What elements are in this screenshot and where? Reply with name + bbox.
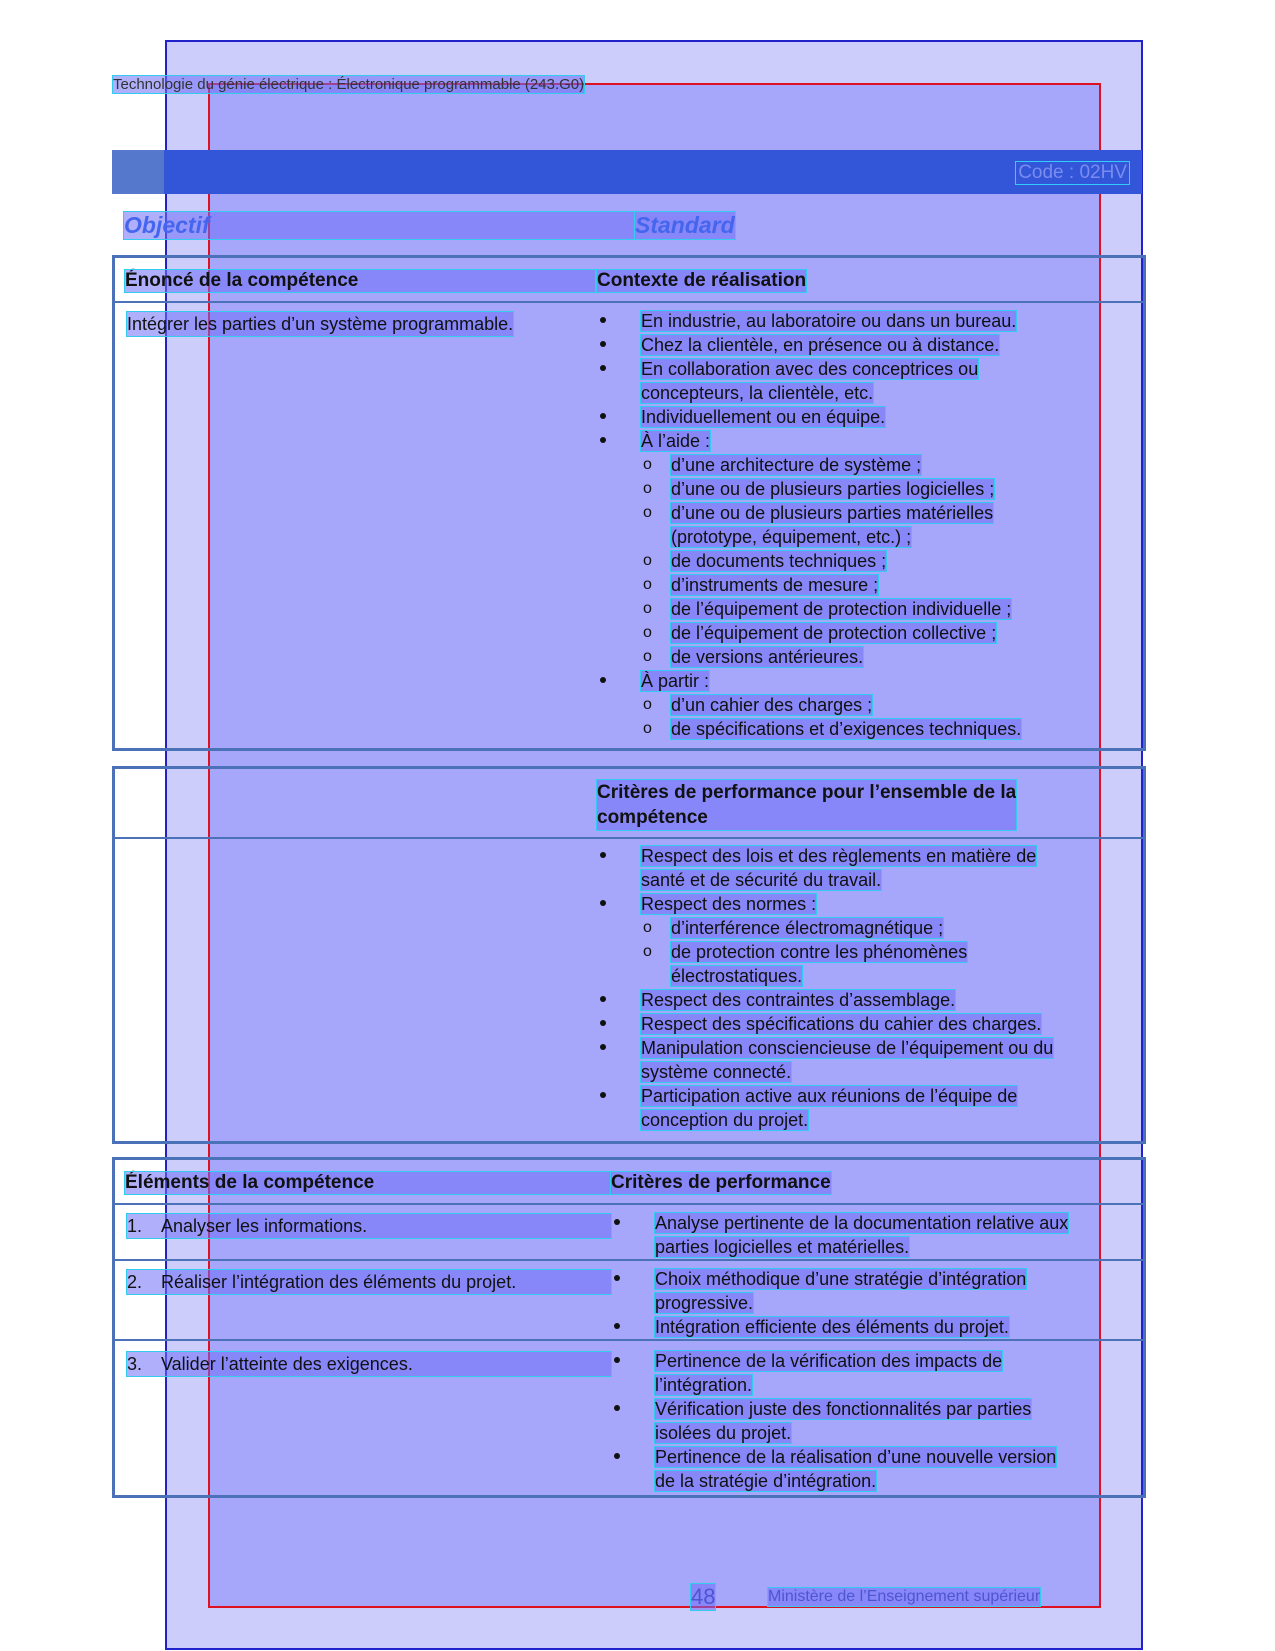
contexte-title: Contexte de réalisation bbox=[597, 270, 807, 291]
list-item-text: concepteurs, la clientèle, etc. bbox=[641, 383, 874, 403]
list-item-text: À l’aide : bbox=[641, 431, 711, 451]
list-item-text: Pertinence de la vérification des impacts de bbox=[655, 1351, 1003, 1371]
course-code: Code : 02HV bbox=[1015, 161, 1130, 185]
sub-bullet-item bbox=[597, 940, 1127, 964]
list-item-continuation bbox=[611, 1421, 1131, 1445]
list-item-text: conception du projet. bbox=[641, 1110, 809, 1130]
sub-bullet-item bbox=[597, 453, 1117, 477]
list-item-text: système connecté. bbox=[641, 1062, 792, 1082]
bullet-item bbox=[611, 1445, 1131, 1469]
list-item-text: Chez la clientèle, en présence ou à distance. bbox=[641, 335, 1000, 355]
list-item-text: Analyse pertinente de la documentation relative aux bbox=[655, 1213, 1069, 1233]
element-label: Valider l’atteinte des exigences. bbox=[161, 1354, 413, 1374]
list-item-text: Pertinence de la réalisation d’une nouvelle version bbox=[655, 1447, 1057, 1467]
element-label: Analyser les informations. bbox=[161, 1216, 368, 1236]
list-item-text: parties logicielles et matérielles. bbox=[655, 1237, 910, 1257]
list-item-continuation bbox=[611, 1235, 1131, 1259]
criteres-ensemble-title-line1: Critères de performance pour l’ensemble de la bbox=[597, 782, 1017, 803]
list-item-text: santé et de sécurité du travail. bbox=[641, 870, 882, 890]
list-item-continuation bbox=[597, 525, 1117, 549]
elements-row1-line bbox=[115, 1259, 1143, 1261]
list-item-text: d’instruments de mesure ; bbox=[671, 575, 879, 595]
list-item-text: (prototype, équipement, etc.) ; bbox=[671, 527, 912, 547]
list-item-continuation bbox=[597, 381, 1117, 405]
objectif-heading: Objectif bbox=[124, 212, 634, 239]
sub-bullet-item bbox=[597, 645, 1117, 669]
criteres-ensemble-header-line bbox=[115, 837, 1143, 839]
sub-bullet-item bbox=[597, 916, 1127, 940]
list-item-text: Manipulation consciencieuse de l’équipement ou du bbox=[641, 1038, 1054, 1058]
bullet-item bbox=[597, 892, 1127, 916]
bullet-item bbox=[597, 309, 1117, 333]
criteres-ensemble-list bbox=[597, 844, 1127, 1132]
list-item-text: Choix méthodique d’une stratégie d’intégration bbox=[655, 1269, 1027, 1289]
list-item-text: d’un cahier des charges ; bbox=[671, 695, 873, 715]
list-item-text: de la stratégie d’intégration. bbox=[655, 1471, 877, 1491]
bullet-item bbox=[597, 1036, 1127, 1060]
bullet-item bbox=[597, 1012, 1127, 1036]
elements-criteres-title: Critères de performance bbox=[611, 1172, 831, 1193]
sub-bullet-item bbox=[597, 573, 1117, 597]
element-criteria-3 bbox=[611, 1349, 1131, 1493]
standard-heading: Standard bbox=[635, 212, 735, 238]
list-item-continuation bbox=[611, 1291, 1131, 1315]
bullet-item bbox=[597, 429, 1117, 453]
list-item-text: En collaboration avec des conceptrices ou bbox=[641, 359, 979, 379]
list-item-continuation bbox=[611, 1469, 1131, 1493]
enonce-title: Énoncé de la compétence bbox=[125, 270, 595, 292]
list-item-text: progressive. bbox=[655, 1293, 754, 1313]
elements-row2-line bbox=[115, 1339, 1143, 1341]
sub-bullet-item bbox=[597, 477, 1117, 501]
element-row-2 bbox=[127, 1270, 611, 1294]
code-band-accent bbox=[112, 150, 164, 194]
element-number: 3. bbox=[127, 1354, 143, 1374]
list-item-continuation bbox=[597, 868, 1127, 892]
list-item-text: Respect des normes : bbox=[641, 894, 817, 914]
element-number: 2. bbox=[127, 1272, 143, 1292]
criteres-ensemble-title-line2: compétence bbox=[597, 807, 708, 828]
bullet-item bbox=[611, 1397, 1131, 1421]
contexte-list bbox=[597, 309, 1117, 741]
sub-bullet-item bbox=[597, 621, 1117, 645]
bullet-item bbox=[611, 1211, 1131, 1235]
bullet-item bbox=[611, 1315, 1131, 1339]
list-item-text: d’interférence électromagnétique ; bbox=[671, 918, 944, 938]
sub-bullet-item bbox=[597, 693, 1117, 717]
competence-box bbox=[112, 255, 1146, 751]
element-criteria-1 bbox=[611, 1211, 1131, 1259]
bullet-item bbox=[611, 1349, 1131, 1373]
list-item-continuation bbox=[597, 964, 1127, 988]
sub-bullet-item bbox=[597, 717, 1117, 741]
sub-bullet-item bbox=[597, 501, 1117, 525]
list-item-text: isolées du projet. bbox=[655, 1423, 792, 1443]
list-item-text: de spécifications et d’exigences techniques. bbox=[671, 719, 1022, 739]
list-item-text: de documents techniques ; bbox=[671, 551, 887, 571]
bullet-item bbox=[597, 333, 1117, 357]
element-label: Réaliser l’intégration des éléments du projet. bbox=[161, 1272, 517, 1292]
sub-bullet-item bbox=[597, 549, 1117, 573]
bullet-item bbox=[597, 357, 1117, 381]
element-row-1 bbox=[127, 1214, 611, 1238]
competence-header-line bbox=[115, 301, 1143, 303]
list-item-continuation bbox=[597, 1060, 1127, 1084]
list-item-continuation bbox=[611, 1373, 1131, 1397]
list-item-text: l’intégration. bbox=[655, 1375, 753, 1395]
list-item-continuation bbox=[597, 1108, 1127, 1132]
code-band bbox=[112, 150, 1142, 194]
elements-title: Éléments de la compétence bbox=[125, 1172, 611, 1194]
bullet-item bbox=[597, 1084, 1127, 1108]
list-item-text: À partir : bbox=[641, 671, 710, 691]
list-item-text: d’une ou de plusieurs parties matérielles bbox=[671, 503, 994, 523]
running-head: Technologie du génie électrique : Électronique programmable (243.G0) bbox=[113, 76, 585, 93]
element-row-3 bbox=[127, 1352, 611, 1376]
enonce-text: Intégrer les parties d’un système programmable. bbox=[127, 314, 514, 334]
list-item-text: Respect des spécifications du cahier des charges. bbox=[641, 1014, 1042, 1034]
list-item-text: En industrie, au laboratoire ou dans un bureau. bbox=[641, 311, 1017, 331]
list-item-text: d’une ou de plusieurs parties logicielles ; bbox=[671, 479, 995, 499]
elements-header-line bbox=[115, 1203, 1143, 1205]
footer-ministry: Ministère de l’Enseignement supérieur bbox=[768, 1588, 1041, 1605]
list-item-text: électrostatiques. bbox=[671, 966, 803, 986]
list-item-text: Respect des contraintes d’assemblage. bbox=[641, 990, 956, 1010]
page-number: 48 bbox=[691, 1584, 716, 1609]
element-criteria-2 bbox=[611, 1267, 1131, 1339]
element-number: 1. bbox=[127, 1216, 143, 1236]
list-item-text: de l’équipement de protection individuelle ; bbox=[671, 599, 1012, 619]
list-item-text: de l’équipement de protection collective ; bbox=[671, 623, 997, 643]
list-item-text: Intégration efficiente des éléments du projet. bbox=[655, 1317, 1009, 1337]
criteres-ensemble-box bbox=[112, 766, 1146, 1144]
list-item-text: Participation active aux réunions de l’équipe de bbox=[641, 1086, 1018, 1106]
list-item-text: d’une architecture de système ; bbox=[671, 455, 922, 475]
list-item-text: Respect des lois et des règlements en matière de bbox=[641, 846, 1037, 866]
bullet-item bbox=[597, 844, 1127, 868]
list-item-text: de protection contre les phénomènes bbox=[671, 942, 968, 962]
list-item-text: Individuellement ou en équipe. bbox=[641, 407, 886, 427]
bullet-item bbox=[611, 1267, 1131, 1291]
bullet-item bbox=[597, 405, 1117, 429]
list-item-text: Vérification juste des fonctionnalités par parties bbox=[655, 1399, 1032, 1419]
bullet-item bbox=[597, 669, 1117, 693]
bullet-item bbox=[597, 988, 1127, 1012]
elements-box bbox=[112, 1157, 1146, 1498]
sub-bullet-item bbox=[597, 597, 1117, 621]
list-item-text: de versions antérieures. bbox=[671, 647, 864, 667]
criteres-ensemble-title bbox=[597, 780, 1016, 830]
